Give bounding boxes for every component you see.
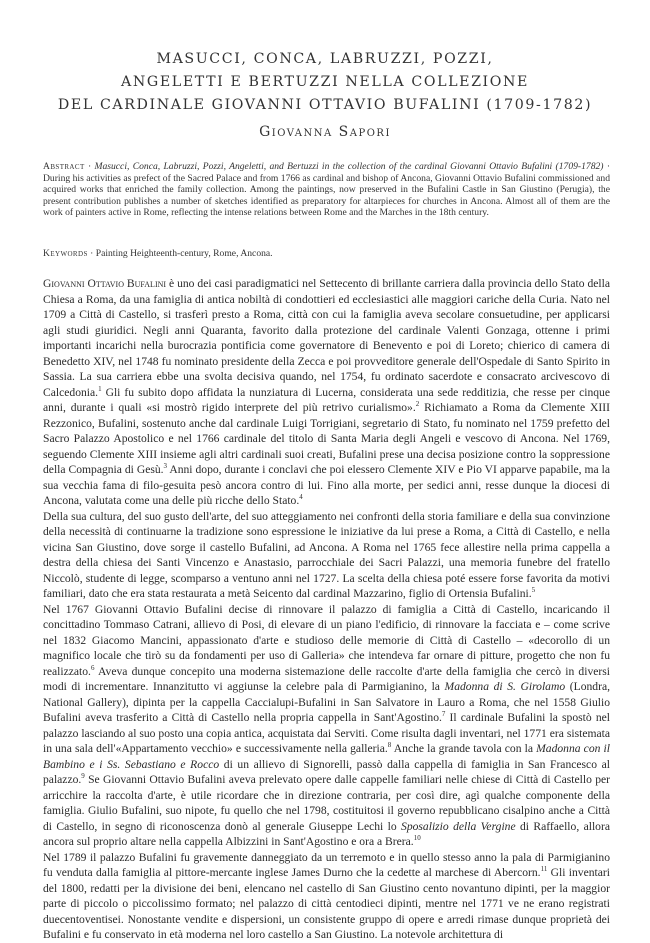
artwork-title: Sposalizio della Vergine xyxy=(401,819,516,833)
text-run: di un allievo di Signorelli, passò dalla cappella di famiglia in San Francesco al palazzo. xyxy=(43,757,610,786)
title-line-3: DEL CARDINALE GIOVANNI OTTAVIO BUFALINI (1709-1782) xyxy=(57,97,593,113)
text-run: Anni dopo, durante i conclavi che poi elessero Clemente XIV e Pio VI apparve papabile, ma la sua vecchia fama di filo-gesuita pesò ancora contro di lui. Fino alla morte, per sedici anni, resse dunque la diocesi di Ancona, valutata come una delle più ricche dello Stato. xyxy=(43,463,610,507)
text-run: Il cardinale Bufalini la spostò nel palazzo lasciando al suo posto una copia antica, acquistata dai Serviti. Come risulta dagli inventari, nel 1771 era sistemata in una sala dell'«Appartamento vecchio» e successivamente nella galleria. xyxy=(43,711,610,755)
artwork-title: Madonna di S. Girolamo xyxy=(444,680,566,693)
body-paragraph-3 xyxy=(43,602,610,850)
abstract-separator: · xyxy=(84,161,95,172)
abstract xyxy=(43,161,610,219)
text-run: (Londra, National Gallery), dipinta per la cappella Caccialupi-Bufalini in San Salvatore in Lauro a Roma, che nel 1558 Giulio Bufalini aveva trasferito a Città di Castello nella propria cappella in Sant'Agostino. xyxy=(43,680,610,724)
body-paragraph-1 xyxy=(43,276,610,509)
footnote-ref[interactable]: 3 xyxy=(163,462,168,471)
text-run: Gli inventari del 1800, redatti per la divisione dei beni, elencano nel castello di San Giustino cento novantuno dipinti, per la maggior parte di piccolo o piccolissimo formato; nel palazzo di città centodieci dipinti, mentre nel 1771 ve ne erano registrati duecentoventisei. Nonostante vendite e dispersioni, un consistente gruppo di opere e arredi rimase dunque proprietà dei Bufalini e fu conservato in età moderna nel loro castello a San Giustino. La notevole architettura di xyxy=(43,866,610,941)
footnote-ref[interactable]: 1 xyxy=(98,384,102,393)
text-run: Della sua cultura, del suo gusto dell'arte, del suo atteggiamento nei confronti della storia familiare e della sua convinzione della necessità di continuarne la tradizione sono espressione le iniziative da lui prese a Roma, a Città di Castello, e nella vicina San Giustino, dove sorge il castello Bufalini, ad Ancona. A Roma nel 1765 fece allestire nella prima cappella a destra della chiesa dei Santi Vincenzo e Anastasio, parrocchiale dei Sacri Palazzi, una memoria funebre del fratello Niccolò, studente di legge, scomparso a ventuno anni nel 1727. La scelta della chiesa poté essere forse favorita da motivi familiari, dato che era stata restaurata a metà Seicento dal cardinal Mazzarino, figlio di Ortensia Bufalini. xyxy=(43,509,610,600)
body-paragraph-4 xyxy=(43,850,610,943)
footnote-ref[interactable]: 11 xyxy=(540,865,548,874)
artwork-title: Madonna con il Bambino e i Ss. Sebastiano e Rocco xyxy=(43,742,610,771)
abstract-english-title: Masucci, Conca, Labruzzi, Pozzi, Angeletti, and Bertuzzi in the collection of the cardinal Giovanni Ottavio Bufalini (1709-1782) xyxy=(94,161,604,172)
author-name: Giovanna Sapori xyxy=(259,124,391,140)
footnote-ref[interactable]: 2 xyxy=(415,400,420,409)
text-run: Richiamato a Roma da Clemente XIII Rezzonico, Bufalini, sostenuto anche dal cardinale Luigi Torrigiani, segretario di Stato, fu nominato nel 1759 prefetto del Sacro Palazzo Apostolico e nel 1766 cardinale del titolo di Santa Maria degli Angeli e vescovo di Ancona. Nel 1769, seguendo Clemente XIII insieme agli altri cardinali suoi creati, Bufalini prese una decisa posizione contro la soppressione della Compagnia di Gesù. xyxy=(43,401,610,476)
text-run: Aveva dunque concepito una moderna sistemazione delle raccolte d'arte della famiglia che cercò in diversi modi di incrementare. Innanzitutto vi aggiunse la celebre pala di Parmigianino, la xyxy=(43,664,610,693)
keywords-text: Painting Heighteenth-century, Rome, Ancona. xyxy=(95,248,273,259)
body-paragraph-2 xyxy=(43,509,610,602)
keywords-label: Keywords xyxy=(43,248,88,259)
keywords-separator: · xyxy=(87,248,96,259)
keywords xyxy=(43,248,610,260)
footnote-ref[interactable]: 8 xyxy=(387,741,392,750)
text-run: Nel 1767 Giovanni Ottavio Bufalini decise di rinnovare il palazzo di famiglia a Città di Castello, incaricando il concittadino Tommaso Catrani, allievo di Posi, di elevare di un piano l'edificio, di rinnovare la facciata e – come scrive nel 1832 Giacomo Mancini, appassionato d'arte e studioso delle memorie di Città di Castello – «decorollo di un magnifico locale che tirò su da fondamenti per uso di Galleria» che intendeva far ornare di pitture, progetto che non fu realizzato. xyxy=(43,602,610,678)
abstract-label: Abstract xyxy=(43,161,85,172)
text-run: Nel 1789 il palazzo Bufalini fu gravemente danneggiato da un terremoto e in quello stesso anno la pala di Parmigianino fu venduta dalla famiglia al pittore-mercante inglese James Durno che la cedette al marchese di Abercorn. xyxy=(43,850,610,879)
footnote-ref[interactable]: 6 xyxy=(90,663,95,672)
text-run: è uno dei casi paradigmatici nel Settecento di brillante carriera dalla provincia dello Stato della Chiesa a Roma, da una famiglia di antica nobiltà di condottieri ed ecclesiastici alle maggiori cariche della Curia. Nato nel 1709 a Città di Castello, si trasferì presto a Roma, città con cui la famiglia aveva secolare consuetudine, per applicarsi agli studi giuridici. Negli anni Quaranta, favorito dalla protezione del cardinale Valenti Gonzaga, ottenne i primi importanti incarichi nella burocrazia pontificia come governatore di Benevento e poi di Loreto; chierico di camera di Benedetto XIV, nel 1748 fu nominato presidente della Zecca e poi provveditore generale dell'Ospedale di Santo Spirito in Sassia. La sua carriera ebbe una svolta decisiva quando, nel 1754, fu ordinato sacerdote e consacrato arcivescovo di Calcedonia. xyxy=(43,277,610,399)
footnote-ref[interactable]: 10 xyxy=(413,834,421,843)
abstract-text: · During his activities as prefect of the Sacred Palace and from 1766 as cardinal and bishop of Ancona, Giovanni Ottavio Bufalini commissioned and acquired works that enriched the family collection. Among the paintings, now preserved in the Bufalini Castle in San Giustino (Perugia), the present contribution publishes a number of sketches identified as preparatory for altarpieces for churches in Ancona. Almost all of them are the work of painters active in Rome, reflecting the intense relations between Rome and the Marches in the 18th century. xyxy=(43,161,611,218)
text-run: Se Giovanni Ottavio Bufalini aveva prelevato opere dalle cappelle familiari nelle chiese di Città di Castello per arricchire la raccolta d'arte, è utile ricordare che in direzione contraria, per così dire, agì qualche componente della famiglia. Giulio Bufalini, suo nipote, fu quello che nel 1798, costituitosi il governo repubblicano cisalpino anche a Città di Castello, in segno di riconoscenza donò al generale Giuseppe Lechi lo xyxy=(43,773,610,833)
article-body xyxy=(43,276,610,943)
text-run: Gli fu subito dopo affidata la nunziatura di Lucerna, considerata una sede redditizia, che resse per cinque anni, durante i quali «si mostrò rigido interprete del più retrivo curialismo». xyxy=(43,385,610,414)
text-run: di Raffaello, allora ancora sul proprio altare nella cappella Albizzini in Sant'Agostino e ora a Brera. xyxy=(43,819,610,848)
footnote-ref[interactable]: 4 xyxy=(299,493,303,502)
footnote-ref[interactable]: 9 xyxy=(81,772,85,781)
article-title xyxy=(40,48,610,117)
title-line-2: ANGELETTI E BERTUZZI NELLA COLLEZIONE xyxy=(121,74,529,90)
footnote-ref[interactable]: 7 xyxy=(441,710,446,719)
opening-name: Giovanni Ottavio Bufalini xyxy=(43,277,167,290)
text-run: Anche la grande tavola con la xyxy=(391,742,537,755)
title-line-1: MASUCCI, CONCA, LABRUZZI, POZZI, xyxy=(156,51,494,67)
footnote-ref[interactable]: 5 xyxy=(531,586,536,595)
